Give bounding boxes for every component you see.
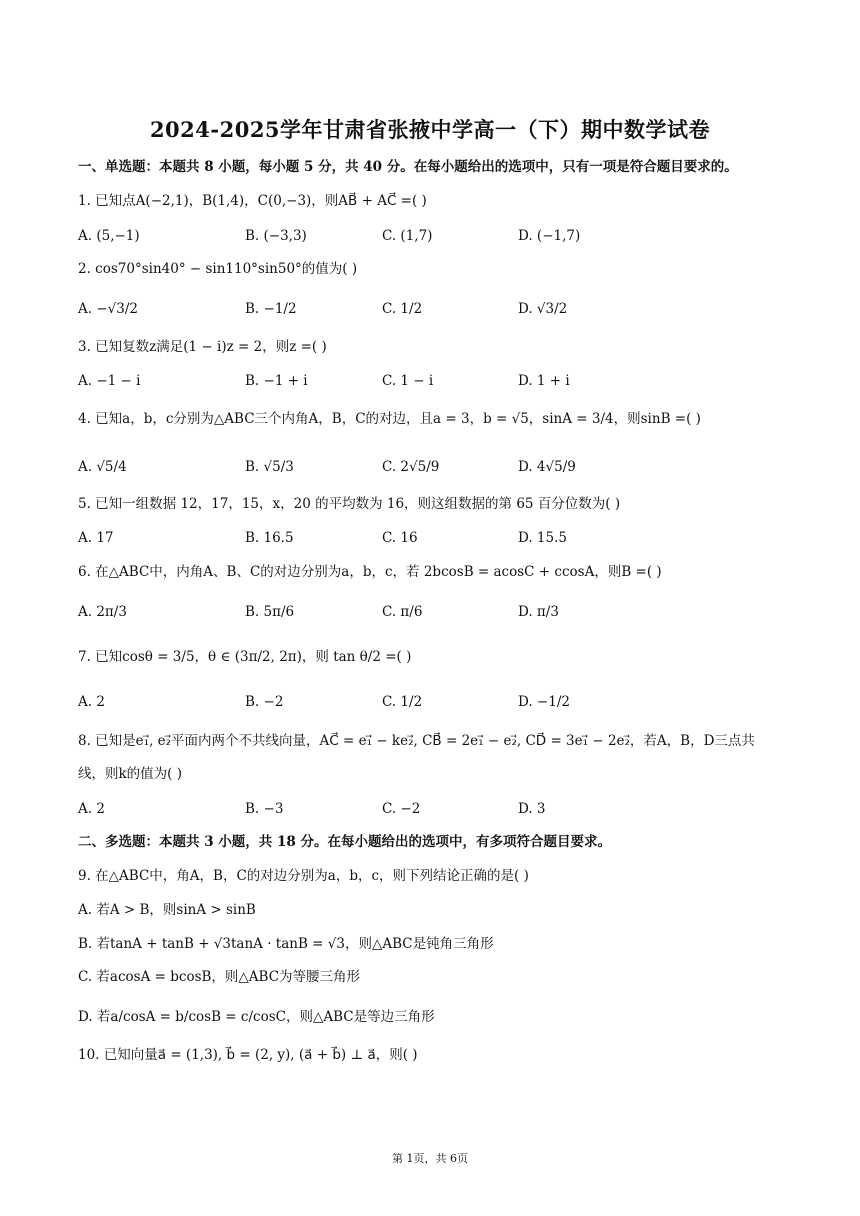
- question-7-stem: 7. 已知cosθ = 3/5，θ ∈ (3π/2, 2π)，则 tan θ/2 =( ): [78, 649, 412, 665]
- q3-option-c: C. 1 − i: [382, 373, 434, 389]
- q2-option-c: C. 1/2: [382, 301, 423, 317]
- question-9-stem: 9. 在△ABC中，角A，B，C的对边分别为a，b，c，则下列结论正确的是( ): [78, 868, 529, 884]
- question-6-stem: 6. 在△ABC中，内角A、B、C的对边分别为a，b，c，若 2bcosB = acosC + ccosA，则B =( ): [78, 564, 662, 580]
- q5-option-c: C. 16: [382, 530, 418, 546]
- q2-option-d: D. √3/2: [518, 301, 568, 317]
- q2-option-b: B. −1/2: [245, 301, 297, 317]
- q1-option-c: C. (1,7): [382, 228, 433, 244]
- q9-option-d: D. 若a/cosA = b/cosB = c/cosC，则△ABC是等边三角形: [78, 1009, 435, 1025]
- q6-option-b: B. 5π/6: [245, 604, 295, 620]
- question-2-stem: 2. cos70°sin40° − sin110°sin50°的值为( ): [78, 261, 358, 277]
- q6-option-d: D. π/3: [518, 604, 559, 620]
- q3-option-b: B. −1 + i: [245, 373, 308, 389]
- q3-option-d: D. 1 + i: [518, 373, 570, 389]
- q7-option-b: B. −2: [245, 694, 284, 710]
- question-8-stem-continued: 线，则k的值为( ): [78, 766, 183, 782]
- q7-option-c: C. 1/2: [382, 694, 423, 710]
- q7-option-d: D. −1/2: [518, 694, 570, 710]
- q9-option-a: A. 若A > B，则sinA > sinB: [78, 902, 256, 918]
- question-10-stem: 10. 已知向量a⃗ = (1,3), b⃗ = (2, y), (a⃗ + b⃗) ⊥ a⃗，则( ): [78, 1047, 418, 1063]
- section-multiple-choice: 二、多选题：本题共 3 小题，共 18 分。在每小题给出的选项中，有多项符合题目要求。: [78, 834, 611, 850]
- q4-option-d: D. 4√5/9: [518, 459, 576, 475]
- section-single-choice: 一、单选题：本题共 8 小题，每小题 5 分，共 40 分。在每小题给出的选项中，只有一项是符合题目要求的。: [78, 159, 738, 175]
- exam-title: 2024-2025学年甘肃省张掖中学高一（下）期中数学试卷: [149, 117, 711, 142]
- question-5-stem: 5. 已知一组数据 12，17，15，x，20 的平均数为 16，则这组数据的第 65 百分位数为( ): [78, 496, 621, 512]
- question-8-stem: 8. 已知是e₁⃗, e₂⃗平面内两个不共线向量，AC⃗ = e₁⃗ − ke₂⃗, CB⃗ = 2e₁⃗ − e₂⃗, CD⃗ = 3e₁⃗ − 2e₂⃗，若A，B，D三点共: [78, 733, 755, 749]
- q4-option-b: B. √5/3: [245, 459, 294, 475]
- q5-option-d: D. 15.5: [518, 530, 567, 546]
- q3-option-a: A. −1 − i: [78, 373, 141, 389]
- q7-option-a: A. 2: [78, 694, 105, 710]
- q1-option-b: B. (−3,3): [245, 228, 307, 244]
- q8-option-a: A. 2: [78, 801, 105, 817]
- question-3-stem: 3. 已知复数z满足(1 − i)z = 2，则z =( ): [78, 339, 327, 355]
- question-1-stem: 1. 已知点A(−2,1)，B(1,4)，C(0,−3)，则AB⃗ + AC⃗ =( ): [78, 193, 427, 209]
- question-4-stem: 4. 已知a，b，c分别为△ABC三个内角A，B，C的对边，且a = 3，b = √5，sinA = 3/4，则sinB =( ): [78, 411, 701, 427]
- q8-option-b: B. −3: [245, 801, 284, 817]
- page-footer: 第 1页，共 6页: [392, 1152, 468, 1165]
- q8-option-d: D. 3: [518, 801, 546, 817]
- q6-option-c: C. π/6: [382, 604, 423, 620]
- q1-option-a: A. (5,−1): [78, 228, 140, 244]
- q1-option-d: D. (−1,7): [518, 228, 581, 244]
- q4-option-c: C. 2√5/9: [382, 459, 440, 475]
- q5-option-b: B. 16.5: [245, 530, 294, 546]
- q8-option-c: C. −2: [382, 801, 421, 817]
- q2-option-a: A. −√3/2: [78, 301, 138, 317]
- q9-option-c: C. 若acosA = bcosB，则△ABC为等腰三角形: [78, 969, 361, 985]
- q9-option-b: B. 若tanA + tanB + √3tanA · tanB = √3，则△ABC是钝角三角形: [78, 936, 494, 952]
- q6-option-a: A. 2π/3: [78, 604, 127, 620]
- q4-option-a: A. √5/4: [78, 459, 127, 475]
- q5-option-a: A. 17: [78, 530, 114, 546]
